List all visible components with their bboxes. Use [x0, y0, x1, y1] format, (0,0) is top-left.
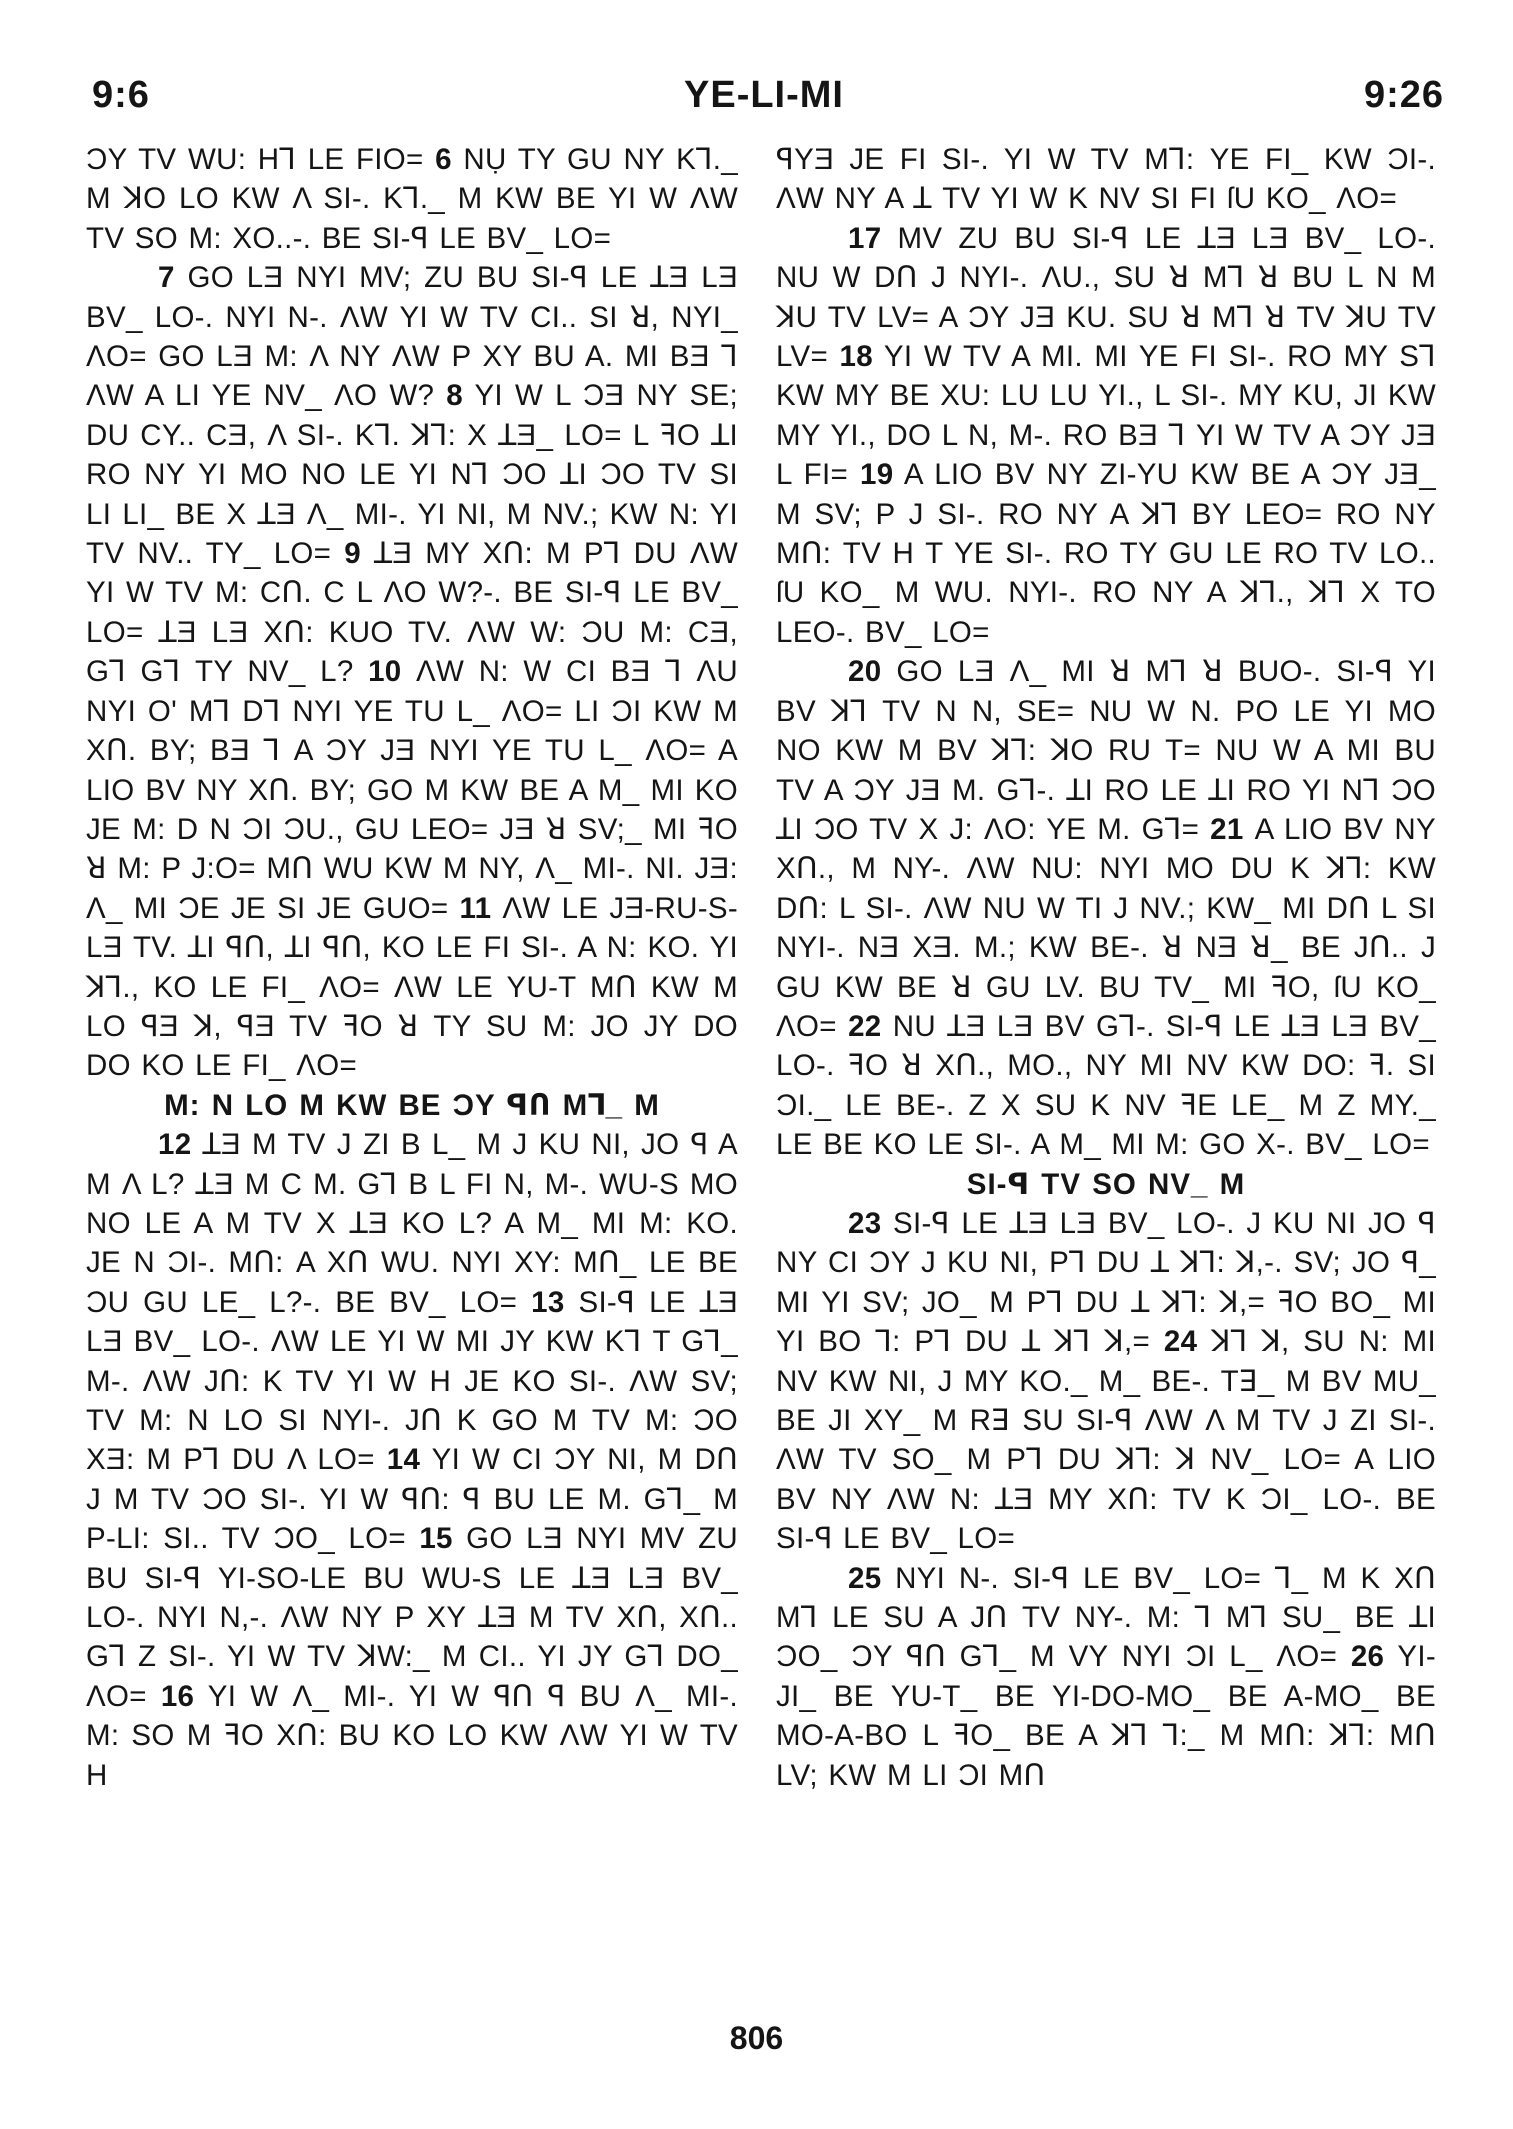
paragraph — [776, 652, 1436, 1164]
text: YI-JI_ BE YU-T_ BE YI-DO-MO_ BE A-MO_ BE MO-A-BO L ꟻO_ BE A ꓘꓶ ꓶ:_ M MՈ: ꓘꓶ: MՈ LV; KW M LI ƆI MՈ — [776, 1640, 1436, 1792]
verse-number: 23 — [848, 1206, 882, 1240]
chapter-verse-end: 9:26 — [1363, 74, 1444, 116]
text: ꓘꓶ ꓘ, SU N: MI NV KW NI, J MY KO._ M_ BE-. Tꓱ_ M BV MU_ BE JI XY_ M Rꓱ SU SI-ꟼ ΛW Λ M TV J ZI SI-. ΛW TV SO_ M Pꓶ DU ꓘꓶ: ꓘ NV_ LO= A LIO BV NY ΛW N: ꓕƎ MY XՈ: TV K ƆI_ LO-. BE SI-ꟼ LE BV_ LO= — [776, 1325, 1436, 1556]
verse-number: 19 — [860, 458, 894, 492]
verse-number: 22 — [848, 1009, 882, 1043]
verse-number: 26 — [1350, 1640, 1385, 1674]
verse-number: 10 — [368, 655, 402, 689]
text: A LIO BV NY ZI-YU KW BE A ƆY JƎ_ M SV; P J SI-. RO NY A ꓘꓶ BY LEO= RO NY MՈ: TV H T YE SI-. RO TY GU LE RO TV LO.. ſU KO_ M WU. NYI-. RO NY A ꓘꓶ., ꓘꓶ X TO LEO-. BV_ LO= — [776, 458, 1436, 649]
paragraph — [86, 258, 738, 1086]
verse-number: 24 — [1163, 1325, 1198, 1359]
text: ΛW LE JƎ-RU-S-LƎ TV. ꓕI ꟼՈ, ꓕI ꟼՈ, KO LE FI SI-. A N: KO. YI ꓘꓶ., KO LE FI_ ΛO= ΛW LE YU-T MՈ KW M LO ꟼƎ ꓘ, ꟼƎ TV ꟻO ꓤ TY SU M: JO JY DO DO KO LE FI_ ΛO= — [86, 891, 738, 1083]
verse-number: 18 — [839, 340, 873, 374]
right-column — [776, 140, 1436, 1795]
text: YI W L ƆƎ NY SE; DU CY.. CƎ, Λ SI-. Kꓶ. ꓘꓶ: X ꓕƎ_ LO= L ꟻO ꓕI RO NY YI MO NO LE YI Nꓶ ƆO ꓕI ƆO TV SI LI LI_ BE X ꓕƎ Λ_ MI-. YI NI, M NV.; KW N: YI TV NV.. TY_ LO= — [86, 379, 738, 571]
verse-number: 25 — [848, 1561, 882, 1595]
paragraph — [86, 1125, 738, 1795]
verse-number: 6 — [435, 143, 452, 176]
text: A LIO BV NY XՈ., M NY-. ΛW NU: NYI MO DU K ꓘꓶ: KW DՈ: L SI-. ΛW NU W TI J NV.; KW_ MI DՈ L SI NYI-. NƎ XƎ. M.; KW BE-. ꓤ NƎ ꓤ_ BE JՈ.. J GU KW BE ꓤ GU LV. BU TV_ MI ꟻO, ſU KO_ ΛO= — [776, 812, 1436, 1043]
section-heading: SI-ꟼ TV SO NV_ M — [966, 1167, 1246, 1201]
page-header — [84, 74, 1444, 124]
paragraph — [776, 219, 1436, 652]
page-number: 806 — [729, 2020, 784, 2056]
paragraph — [86, 140, 738, 258]
verse-number: 7 — [158, 261, 175, 295]
text: NỤ TY GU NY Kꓶ._ M ꓘO LO KW Λ SI-. Kꓶ._ M KW BE YI W ΛW TV SO M: XO..-. BE SI-ꟼ LE BV_ LO= — [86, 143, 738, 255]
verse-number: 8 — [446, 379, 463, 413]
chapter-verse-start: 9:6 — [92, 74, 150, 116]
left-column — [86, 140, 738, 1795]
text: YI W TV A MI. MI YE FI SI-. RO MY Sꓶ KW MY BE XU: LU LU YI., L SI-. MY KU, JI KW MY YI., DO L N, M-. RO BƎ ꓶ YI W TV A ƆY JƎ L FI= — [776, 340, 1436, 492]
verse-number: 15 — [419, 1522, 453, 1556]
text: YI W Λ_ MI-. YI W ꟼՈ ꟼ BU Λ_ MI-. M: SO M ꟻO XՈ: BU KO LO KW ΛW YI W TV H — [86, 1679, 738, 1792]
text: YI W CI ƆY NI, M DՈ J M TV ƆO SI-. YI W ꟼՈ: ꟼ BU LE M. Gꓶ_ M P-LI: SI.. TV ƆO_ LO= — [86, 1443, 738, 1556]
text: GO LƎ NYI MV ZU BU SI-ꟼ YI-SO-LE BU WU-S LE ꓕƎ LƎ BV_ LO-. NYI N,-. ΛW NY P XY ꓕƎ M TV XՈ, XՈ.. Gꓶ Z SI-. YI W TV ꓘW:_ M CI.. YI JY Gꓶ DO_ ΛO= — [86, 1522, 738, 1713]
text: GO LƎ NYI MV; ZU BU SI-ꟼ LE ꓕƎ LƎ BV_ LO-. NYI N-. ΛW YI W TV CI.. SI ꓤ, NYI_ ΛO= GO LƎ M: Λ NY ΛW P XY BU A. MI BƎ ꓶ ΛW A LI YE NV_ ΛO W? — [86, 261, 738, 413]
text: ƆY TV WU: Hꓶ LE FIO= — [86, 143, 436, 176]
verse-number: 11 — [459, 891, 492, 925]
verse-number: 9 — [344, 537, 361, 571]
paragraph — [776, 1204, 1436, 1559]
text: ꓕƎ MY XՈ: M Pꓶ DU ΛW YI W TV M: CՈ. C L ΛO W?-. BE SI-ꟼ LE BV_ LO= ꓕƎ LƎ XՈ: KUO TV. ΛW W: ƆU M: CƎ, Gꓶ Gꓶ TY NV_ L? — [86, 537, 738, 689]
text: SI-ꟼ LE ꓕƎ LƎ BV_ LO-. ΛW LE YI W MI JY KW Kꓶ T Gꓶ_ M-. ΛW JՈ: K TV YI W H JE KO SI-. ΛW SV; TV M: N LO SI NYI-. JՈ K GO M TV M: ƆO XƎ: M Pꓶ DU Λ LO= — [86, 1285, 738, 1477]
text: ꓕƎ M TV J ZI B L_ M J KU NI, JO ꟼ A M Λ L? ꓕƎ M C M. Gꓶ B L FI N, M-. WU-S MO NO LE A M TV X ꓕƎ KO L? A M_ MI M: KO. JE N ƆI-. MՈ: A XՈ WU. NYI XY: MՈ_ LE BE ƆU GU LE_ L?-. BE BV_ LO= — [86, 1128, 738, 1319]
verse-number: 20 — [848, 655, 882, 689]
verse-number: 21 — [1210, 812, 1244, 846]
verse-number: 16 — [160, 1679, 195, 1713]
verse-number: 12 — [158, 1128, 192, 1162]
paragraph — [776, 1559, 1436, 1795]
verse-number: 13 — [531, 1285, 565, 1319]
verse-number: 17 — [848, 221, 882, 255]
text: ΛW N: W CI BƎ ꓶ ΛU NYI O' Mꓶ Dꓶ NYI YE TU L_ ΛO= LI ƆI KW M XՈ. BY; BƎ ꓶ A ƆY JƎ NYI YE TU L_ ΛO= A LIO BV NY XՈ. BY; GO M KW BE A M_ MI KO JE M: D N ƆI ƆU., GU LEO= JƎ ꓤ SV;_ MI ꟻO ꓤ M: P J:O= MՈ WU KW M NY, Λ_ MI-. NI. JƎ: Λ_ MI ƆE JE SI JE GUO= — [86, 655, 738, 925]
text: NYI N-. SI-ꟼ LE BV_ LO= ꓶ_ M K XՈ Mꓶ LE SU A JՈ TV NY-. M: ꓶ Mꓶ SU_ BE ꓕI ƆO_ ƆY ꟼՈ Gꓶ_ M VY NYI ƆI L_ ΛO= — [776, 1561, 1436, 1674]
text: SI-ꟼ LE ꓕƎ LƎ BV_ LO-. J KU NI JO ꟼ NY CI ƆY J KU NI, Pꓶ DU ꓕ ꓘꓶ: ꓘ,-. SV; JO ꟼ_ MI YI SV; JO_ M Pꓶ DU ꓕ ꓘꓶ: ꓘ,= ꟻO BO_ MI YI BO ꓶ: Pꓶ DU ꓕ ꓘꓶ ꓘ,= — [776, 1206, 1436, 1359]
paragraph: ꟼYƎ JE FI SI-. YI W TV Mꓶ: YE FI_ KW ƆI-. ΛW NY A ꓕ TV YI W K NV SI FI ſU KO_ ΛO= — [776, 143, 1436, 216]
verse-number: 14 — [386, 1443, 421, 1477]
text: GO LƎ Λ_ MI ꓤ Mꓶ ꓤ BUO-. SI-ꟼ YI BV ꓘꓶ TV N N, SE= NU W N. PO LE YI MO NO KW M BV ꓘꓶ: ꓘO RU T= NU W A MI BU TV A ƆY JƎ M. Gꓶ-. ꓕI RO LE ꓕI RO YI Nꓶ ƆO ꓕI ƆO TV X J: ΛO: YE M. Gꓶ= — [776, 655, 1436, 846]
section-heading: M: N LO M KW BE ƆY ꟼՈ Mꓶ_ M — [164, 1088, 660, 1122]
book-title: YE-LI-MI — [684, 74, 844, 116]
text: MV ZU BU SI-ꟼ LE ꓕƎ LƎ BV_ LO-. NU W DՈ J NYI-. ΛU., SU ꓤ Mꓶ ꓤ BU L N M ꓘU TV LV= A ƆY JƎ KU. SU ꓤ Mꓶ ꓤ TV ꓘU TV LV= — [776, 221, 1436, 374]
text: NU ꓕƎ LƎ BV Gꓶ-. SI-ꟼ LE ꓕƎ LƎ BV_ LO-. ꟻO ꓤ XՈ., MO., NY MI NV KW DO: ꟻ. SI ƆI._ LE BE-. Z X SU K NV ꟻE LE_ M Z MY._ LE BE KO LE SI-. A M_ MI M: GO X-. BV_ LO= — [776, 1009, 1436, 1162]
